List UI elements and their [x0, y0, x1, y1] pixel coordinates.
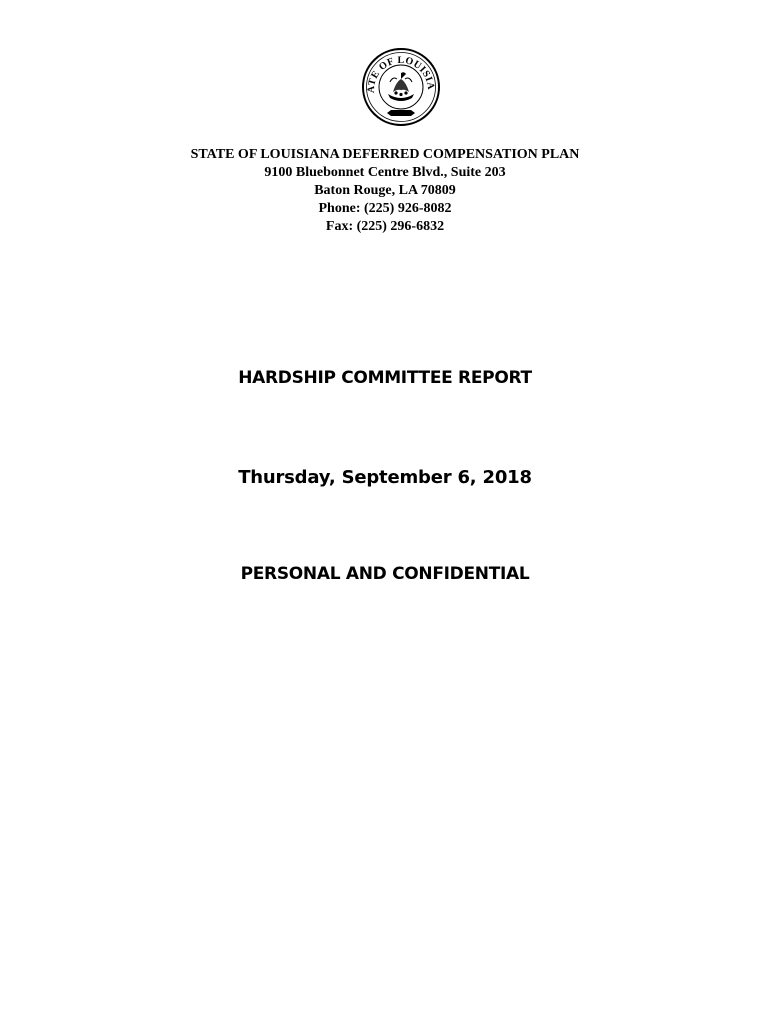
state-seal-icon	[360, 46, 442, 128]
organization-name: STATE OF LOUISIANA DEFERRED COMPENSATION PLAN	[190, 147, 580, 162]
fax-number: Fax: (225) 296-6832	[325, 219, 445, 234]
meeting-date: Thursday, September 6, 2018	[238, 467, 532, 488]
address-line-2: Baton Rouge, LA 70809	[314, 183, 456, 198]
svg-text:STATE OF LOUISIANA: ATE OF LOUISIA	[365, 54, 437, 94]
letterhead	[0, 146, 770, 236]
phone-number: Phone: (225) 926-8082	[318, 201, 452, 216]
report-title: HARDSHIP COMMITTEE REPORT	[238, 368, 532, 388]
address-line-1: 9100 Bluebonnet Centre Blvd., Suite 203	[264, 165, 506, 180]
confidentiality-notice: PERSONAL AND CONFIDENTIAL	[240, 564, 530, 584]
